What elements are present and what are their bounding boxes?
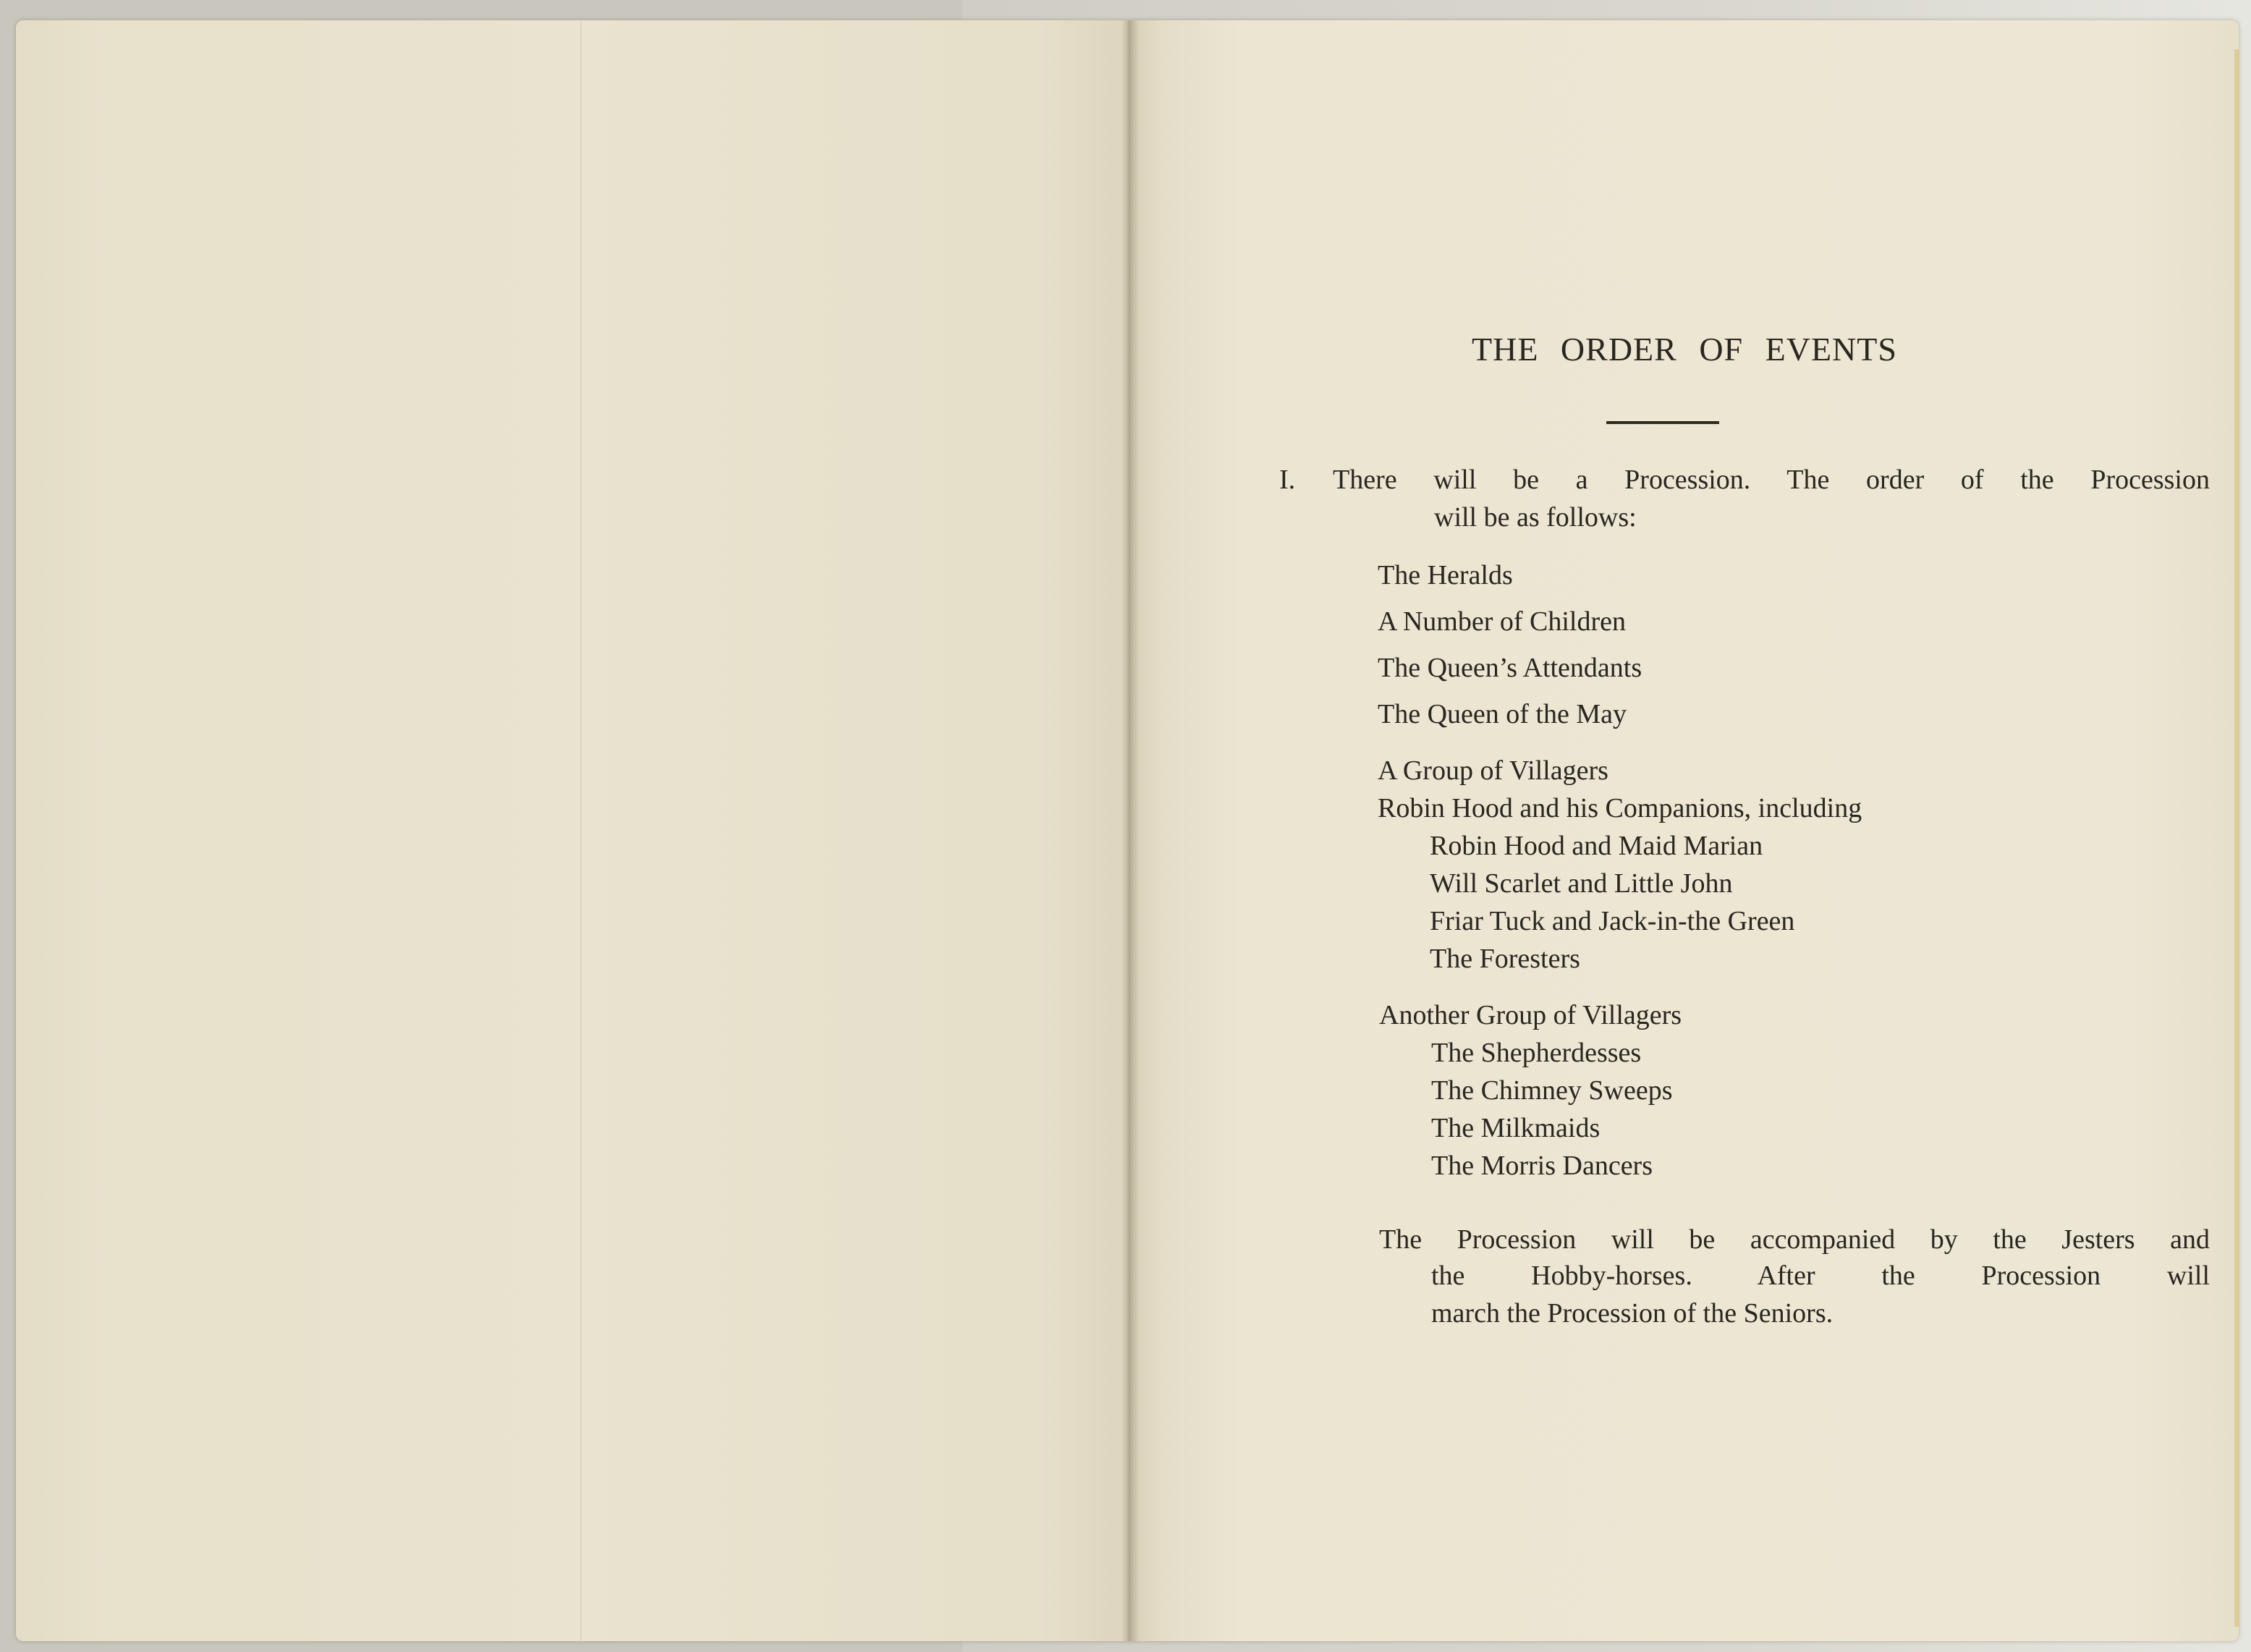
title-divider — [1606, 421, 1719, 424]
list-item: The Shepherdesses — [1431, 1038, 1642, 1068]
closing-line-2: the Hobby-horses. After the Procession will — [1431, 1261, 2210, 1291]
intro-line-1: There will be a Procession. The order of the Procession — [1333, 465, 2210, 495]
section-number: I. — [1279, 465, 1296, 495]
list-item: Friar Tuck and Jack-in-the Green — [1430, 906, 1795, 936]
group-heading: Robin Hood and his Companions, including — [1378, 793, 1862, 823]
list-item: The Milkmaids — [1431, 1113, 1601, 1143]
binding-gutter — [1122, 20, 1139, 1641]
left-page-blank — [16, 20, 1130, 1641]
list-item: The Chimney Sweeps — [1431, 1075, 1673, 1106]
intro-line-2: will be as follows: — [1434, 502, 1637, 533]
list-item: The Morris Dancers — [1431, 1151, 1653, 1181]
page-fold-crease — [580, 20, 582, 1641]
list-item: Will Scarlet and Little John — [1430, 868, 1733, 899]
open-booklet — [16, 20, 2239, 1641]
list-item: The Queen’s Attendants — [1378, 653, 1642, 683]
list-item: A Number of Children — [1378, 606, 1627, 637]
list-item: The Foresters — [1430, 944, 1580, 974]
closing-line-3: march the Procession of the Seniors. — [1431, 1298, 1834, 1329]
list-item: The Queen of the May — [1378, 699, 1627, 729]
list-item: Robin Hood and Maid Marian — [1430, 831, 1763, 861]
list-item: The Heralds — [1378, 560, 1513, 590]
page-content — [1130, 20, 2239, 1641]
group-heading: Another Group of Villagers — [1379, 1000, 1682, 1030]
group-heading: A Group of Villagers — [1378, 755, 1608, 786]
right-page — [1130, 20, 2239, 1641]
page-title: THE ORDER OF EVENTS — [1472, 331, 1897, 368]
closing-line-1: The Procession will be accompanied by the Jesters and — [1379, 1224, 2210, 1255]
